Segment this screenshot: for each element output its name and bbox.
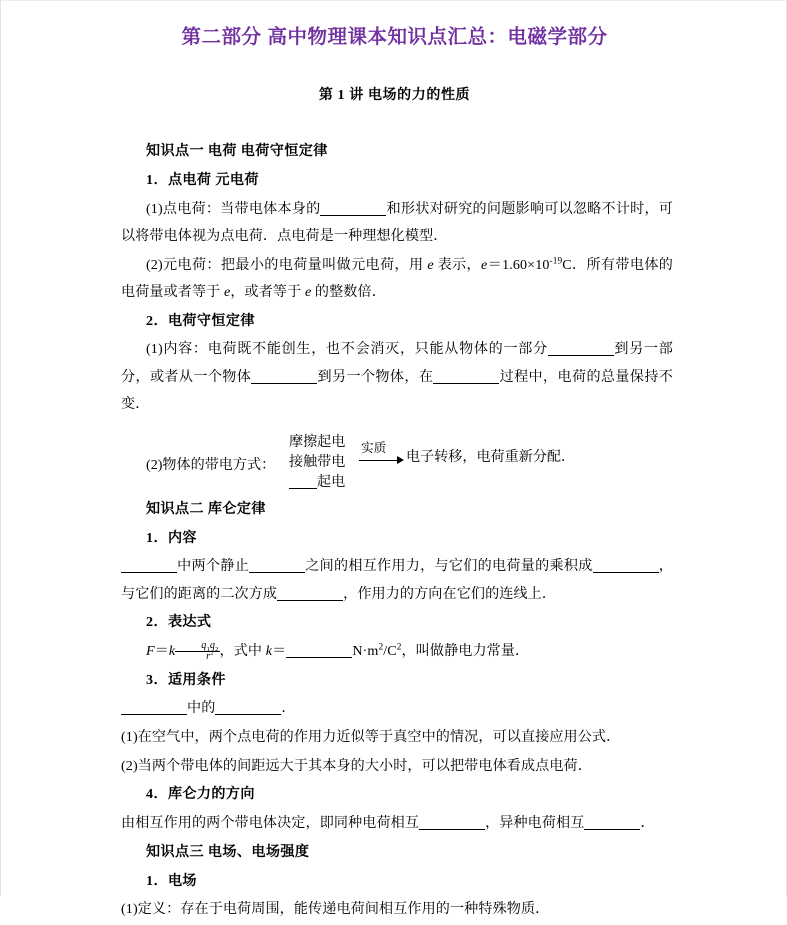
text-run: 到另一部分，或者从一个物体	[121, 341, 673, 385]
text-run: ，作用力的方向在它们的连线上．	[343, 585, 557, 602]
arrow-head-icon	[397, 456, 404, 464]
fill-blank	[433, 383, 499, 384]
subheading-kp2-4: 4．库仑力的方向	[146, 786, 255, 803]
arrow-label-essence: 实质	[361, 440, 387, 455]
charging-methods-diagram	[121, 432, 673, 494]
symbol-k: k	[265, 642, 273, 659]
text-run: ，与它们的距离的二次方成	[121, 558, 673, 602]
unit-text: N·m	[352, 642, 379, 659]
text-run: ．	[640, 815, 655, 832]
symbol-k: k	[168, 642, 176, 659]
subheading-kp3-1: 1．电场	[146, 872, 197, 889]
text-run: ＝1.60×10	[487, 256, 550, 273]
subheading-kp2-2: 2．表达式	[146, 614, 212, 631]
document-title: 第二部分 高中物理课本知识点汇总：电磁学部分	[181, 26, 608, 48]
document-body	[1, 138, 787, 923]
exponent-2: 2	[210, 649, 214, 657]
fraction-q1q2-over-r2	[175, 641, 219, 663]
text-run: (1)点电荷：当带电体本身的	[146, 200, 321, 217]
symbol-F: F	[146, 642, 155, 659]
subscript-1: 1	[206, 645, 210, 653]
unit-text: /C	[383, 642, 397, 659]
paragraph-conservation-content	[121, 336, 673, 418]
essence-arrow	[359, 440, 403, 468]
charging-methods-list	[289, 432, 345, 492]
subscript-2: 2	[215, 645, 219, 653]
section-heading-kp1: 知识点一 电荷 电荷守恒定律	[146, 143, 328, 160]
symbol-q: q	[209, 639, 216, 651]
fill-blank	[419, 829, 485, 830]
charging-methods-label: (2)物体的带电方式：	[146, 456, 276, 473]
text-run: 和形状对研究的问题影响可以忽略不计时，可以将带电体视为点电荷．点电荷是一种理想化模型．	[121, 200, 673, 244]
document-content	[1, 1, 787, 925]
charging-method-induction	[289, 472, 345, 492]
subheading-kp2-3: 3．适用条件	[146, 671, 226, 688]
fill-blank	[320, 215, 386, 216]
fill-blank	[121, 572, 177, 573]
fill-blank	[121, 714, 187, 715]
symbol-e: e	[223, 283, 231, 300]
charging-method-friction: 摩擦起电	[289, 433, 346, 450]
text-run: ，异种电荷相互	[485, 815, 585, 832]
paragraph-point-charge	[121, 196, 673, 250]
fill-blank	[215, 714, 281, 715]
text-run: ＝	[154, 642, 169, 659]
text-run: ，叫做静电力常量．	[401, 642, 530, 659]
text-run: ＝	[272, 642, 287, 659]
paragraph-applicable-conditions	[121, 695, 673, 722]
paragraph-elementary-charge	[121, 252, 673, 306]
fraction-denominator	[175, 651, 219, 663]
lecture-title: 第 1 讲 电场的力的性质	[318, 88, 471, 104]
fill-blank	[584, 829, 640, 830]
text-run: C．所有带电体的电荷量或者等于	[121, 256, 673, 300]
text-run: 到另一个物体，在	[317, 368, 434, 385]
symbol-e: e	[481, 256, 488, 273]
text-run: (2)元电荷：把最小的电荷量叫做元电荷，用	[146, 256, 428, 273]
fill-blank	[249, 572, 305, 573]
paragraph-field-definition: (1)定义：存在于电荷周围，能传递电荷间相互作用的一种特殊物质．	[121, 901, 550, 918]
fill-blank	[289, 488, 317, 489]
exponent-2: 2	[396, 642, 402, 653]
charging-method-contact: 接触带电	[289, 453, 346, 470]
text-run: 中的	[187, 700, 216, 717]
subheading-kp2-1: 1．内容	[146, 529, 197, 546]
fill-blank	[286, 657, 352, 658]
arrow-line	[359, 460, 399, 461]
symbol-e: e	[427, 256, 434, 273]
symbol-r: r	[206, 651, 211, 663]
paragraph-coulomb-direction	[121, 810, 673, 837]
text-run: (1)内容：电荷既不能创生，也不会消灭，只能从物体的一部分	[146, 341, 548, 358]
paragraph-coulomb-content	[121, 553, 673, 607]
exponent-2: 2	[378, 642, 384, 653]
text-run: 由相互作用的两个带电体决定，即同种电荷相互	[121, 815, 420, 832]
subheading-kp1-2: 2．电荷守恒定律	[146, 312, 255, 329]
text-run: 表示，	[433, 256, 481, 273]
text-run: ，式中	[219, 642, 266, 659]
paragraph-condition-1: (1)在空气中，两个点电荷的作用力近似等于真空中的情况，可以直接应用公式．	[121, 729, 621, 746]
text-run: 起电	[317, 473, 346, 490]
text-run: 的整数倍．	[311, 283, 386, 300]
fill-blank	[277, 600, 343, 601]
section-heading-kp2: 知识点二 库仑定律	[146, 500, 266, 517]
fill-blank	[548, 355, 614, 356]
text-run: ．	[281, 700, 296, 717]
section-heading-kp3: 知识点三 电场、电场强度	[146, 843, 310, 860]
paragraph-condition-2: (2)当两个带电体的间距远大于其本身的大小时，可以把带电体看成点电荷．	[121, 757, 592, 774]
text-run: 中两个静止	[177, 558, 250, 575]
text-run: ，或者等于	[230, 283, 305, 300]
subheading-kp1-1: 1．点电荷 元电荷	[146, 172, 259, 189]
exponent: -19	[549, 256, 563, 267]
fill-blank	[593, 572, 659, 573]
text-run: 之间的相互作用力，与它们的电荷量的乘积成	[305, 558, 593, 575]
text-run: 过程中，电荷的总量保持不变．	[121, 368, 673, 412]
symbol-e: e	[304, 283, 312, 300]
paragraph-coulomb-formula	[121, 638, 673, 665]
charging-methods-result: 电子转移，电荷重新分配．	[406, 448, 576, 465]
fill-blank	[251, 383, 317, 384]
symbol-q: q	[201, 639, 207, 651]
